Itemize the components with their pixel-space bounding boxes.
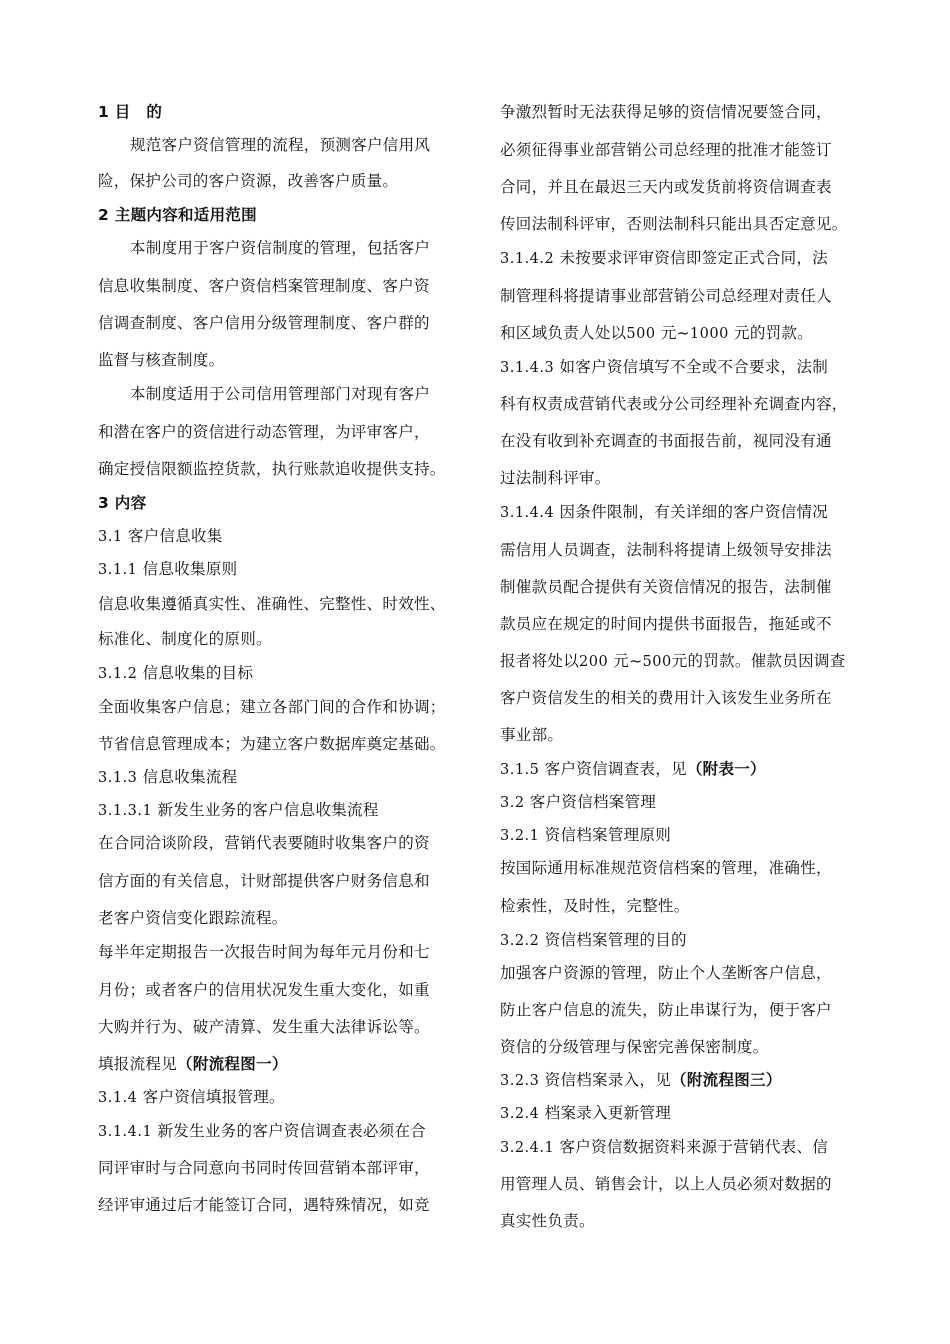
paragraph-line: 客户资信发生的相关的费用计入该发生业务所在 [500, 689, 832, 707]
paragraph-line: 和潜在客户的资信进行动态管理，为评审客户， [98, 423, 430, 441]
fine-amount: 1000 [689, 326, 729, 342]
paragraph-text: 未按要求评审资信即签定正式合同，法 [559, 249, 829, 267]
paragraph-text: 元的罚款。 [728, 324, 814, 342]
paragraph-text: 客户资信数据资料来源于营销代表、信 [559, 1138, 829, 1156]
section-title: 客户信息收集 [127, 527, 223, 545]
paragraph-text: 新发生业务的客户资信调查表必须在合 [157, 1122, 427, 1140]
section-number: 3.2.4.1 [500, 1140, 555, 1156]
section-number: 3.1.3 [98, 770, 138, 786]
subsection-heading [98, 559, 237, 580]
paragraph-line: 过法制科评审。 [500, 469, 611, 487]
paragraph-line: 按国际通用标准规范资信档案的管理，准确性， [500, 859, 832, 877]
attachment-table-reference: （附表一） [686, 760, 766, 778]
subsection-heading [98, 800, 379, 821]
paragraph-line: 月份；或者客户的信用状况发生重大变化，如重 [98, 981, 430, 999]
section-number: 3.2 [500, 795, 525, 811]
paragraph-text: 因条件限制，有关详细的客户资信情况 [559, 503, 829, 521]
section-number: 3.1.5 [500, 762, 540, 778]
fine-amount: 200 [579, 654, 609, 670]
section-title: 客户资信档案管理 [529, 793, 657, 811]
paragraph-text: 元的罚款。催款员因调查 [671, 652, 846, 670]
subsection-heading [98, 663, 253, 684]
paragraph-line: 制管理科将提请事业部营销公司总经理对责任人 [500, 287, 832, 305]
section-title: 资信档案录入，见 [544, 1071, 672, 1089]
section-number: 3.1.1 [98, 562, 138, 578]
paragraph-line: 信方面的有关信息，计财部提供客户财务信息和 [98, 872, 430, 890]
paragraph-line: 合同，并且在最迟三天内或发货前将资信调查表 [500, 178, 832, 196]
subsection-heading [98, 1087, 285, 1108]
paragraph-line [98, 1054, 288, 1074]
paragraph-line: 必须征得事业部营销公司总经理的批准才能签订 [500, 141, 832, 159]
section-number: 3.1.4.3 [500, 360, 555, 376]
section-number: 3.2.4 [500, 1106, 540, 1122]
section-title: 客户资信调查表，见 [544, 760, 687, 778]
flow-chart-reference: （附流程图三） [671, 1071, 782, 1089]
paragraph-line: 防止客户信息的流失，防止串谋行为，便于客户 [500, 1001, 832, 1019]
section-number: 3.1.4.4 [500, 505, 555, 521]
section-3-heading: 3 内容 [98, 494, 147, 512]
section-title: 信息收集原则 [142, 560, 238, 578]
paragraph-line: 险，保护公司的客户资源，改善客户质量。 [98, 172, 399, 190]
paragraph-line [500, 323, 813, 344]
paragraph-text: 报者将处以 [500, 652, 580, 670]
subsection-heading [98, 767, 237, 788]
section-number: 3.2.3 [500, 1073, 540, 1089]
paragraph-line: 制催款员配合提供有关资信情况的报告，法制催 [500, 578, 832, 596]
paragraph-line: 检索性，及时性，完整性。 [500, 897, 690, 915]
section-number: 3.1.4.1 [98, 1124, 153, 1140]
paragraph-line: 全面收集客户信息；建立各部门间的合作和协调； [98, 698, 446, 716]
subsection-heading [500, 825, 671, 846]
subsection-heading [500, 1103, 671, 1124]
section-title: 信息收集流程 [142, 768, 238, 786]
section-2-heading: 2 主题内容和适用范围 [98, 206, 257, 224]
subsection-heading [98, 526, 223, 547]
paragraph-line: 需信用人员调查，法制科将提请上级领导安排法 [500, 541, 832, 559]
paragraph-line: 同评审时与合同意向书同时传回营销本部评审， [98, 1159, 430, 1177]
section-title: 档案录入更新管理 [544, 1104, 672, 1122]
fine-amount: 500 [642, 654, 672, 670]
paragraph-line: 确定授信限额监控货款，执行账款追收提供支持。 [98, 460, 446, 478]
section-number: 3.1.4 [98, 1090, 138, 1106]
section-number: 3.2.1 [500, 828, 540, 844]
paragraph-line: 本制度用于客户资信制度的管理，包括客户 [130, 239, 431, 257]
fine-separator: 元~ [655, 324, 690, 342]
paragraph-line: 款员应在规定的时间内提供书面报告，拖延或不 [500, 615, 832, 633]
section-title: 新发生业务的客户信息收集流程 [157, 801, 379, 819]
paragraph-line: 信息收集制度、客户资信档案管理制度、客户资 [98, 277, 430, 295]
section-number: 3.1 [98, 529, 123, 545]
paragraph-line [500, 1137, 828, 1158]
fine-amount: 500 [626, 326, 656, 342]
subsection-heading [500, 1070, 782, 1091]
paragraph-line: 监督与核查制度。 [98, 351, 225, 369]
paragraph-line [500, 651, 846, 672]
flow-prefix: 填报流程见 [98, 1055, 178, 1073]
paragraph-line [500, 248, 828, 269]
section-1-heading: 1 目 的 [98, 103, 163, 121]
subsection-heading [500, 759, 766, 780]
paragraph-line: 经评审通过后才能签订合同，遇特殊情况，如竞 [98, 1196, 430, 1214]
paragraph-line: 每半年定期报告一次报告时间为每年元月份和七 [98, 943, 430, 961]
paragraph-line: 规范客户资信管理的流程，预测客户信用风 [130, 136, 431, 154]
paragraph-line: 信息收集遵循真实性、准确性、完整性、时效性、 [98, 595, 446, 613]
flow-chart-reference: （附流程图一） [177, 1055, 288, 1073]
paragraph-line: 事业部。 [500, 726, 564, 744]
paragraph-line: 老客户资信变化跟踪流程。 [98, 909, 288, 927]
subsection-heading [500, 930, 687, 951]
paragraph-line: 用管理人员、销售会计，以上人员必须对数据的 [500, 1175, 832, 1193]
paragraph-line: 在没有收到补充调查的书面报告前，视同没有通 [500, 432, 832, 450]
paragraph-line [500, 502, 828, 523]
section-number: 3.1.2 [98, 666, 138, 682]
paragraph-line [98, 1121, 426, 1142]
section-number: 3.2.2 [500, 933, 540, 949]
section-number: 3.1.4.2 [500, 251, 555, 267]
paragraph-text: 和区域负责人处以 [500, 324, 627, 342]
section-title: 信息收集的目标 [142, 664, 254, 682]
subsection-heading [500, 792, 656, 813]
paragraph-text: 如客户资信填写不全或不合要求，法制 [559, 358, 829, 376]
paragraph-line: 本制度适用于公司信用管理部门对现有客户 [130, 385, 431, 403]
paragraph-line: 节省信息管理成本；为建立客户数据库奠定基础。 [98, 735, 446, 753]
paragraph-line: 传回法制科评审，否则法制科只能出具否定意见。 [500, 215, 848, 233]
section-title: 客户资信填报管理。 [142, 1088, 285, 1106]
paragraph-line: 争激烈暂时无法获得足够的资信情况要签合同， [500, 103, 832, 121]
section-title: 资信档案管理原则 [544, 826, 672, 844]
paragraph-line: 资信的分级管理与保密完善保密制度。 [500, 1038, 769, 1056]
paragraph-line: 加强客户资源的管理，防止个人垄断客户信息， [500, 964, 832, 982]
paragraph-line: 在合同洽谈阶段，营销代表要随时收集客户的资 [98, 834, 430, 852]
section-title: 资信档案管理的目的 [544, 931, 687, 949]
paragraph-line: 标准化、制度化的原则。 [98, 630, 272, 648]
paragraph-line: 大购并行为、破产清算、发生重大法律诉讼等。 [98, 1018, 430, 1036]
paragraph-line [500, 357, 828, 378]
section-number: 3.1.3.1 [98, 803, 153, 819]
fine-separator: 元~ [608, 652, 643, 670]
paragraph-line: 信调查制度、客户信用分级管理制度、客户群的 [98, 314, 430, 332]
paragraph-line: 科有权责成营销代表或分公司经理补充调查内容， [500, 395, 848, 413]
paragraph-line: 真实性负责。 [500, 1212, 595, 1230]
